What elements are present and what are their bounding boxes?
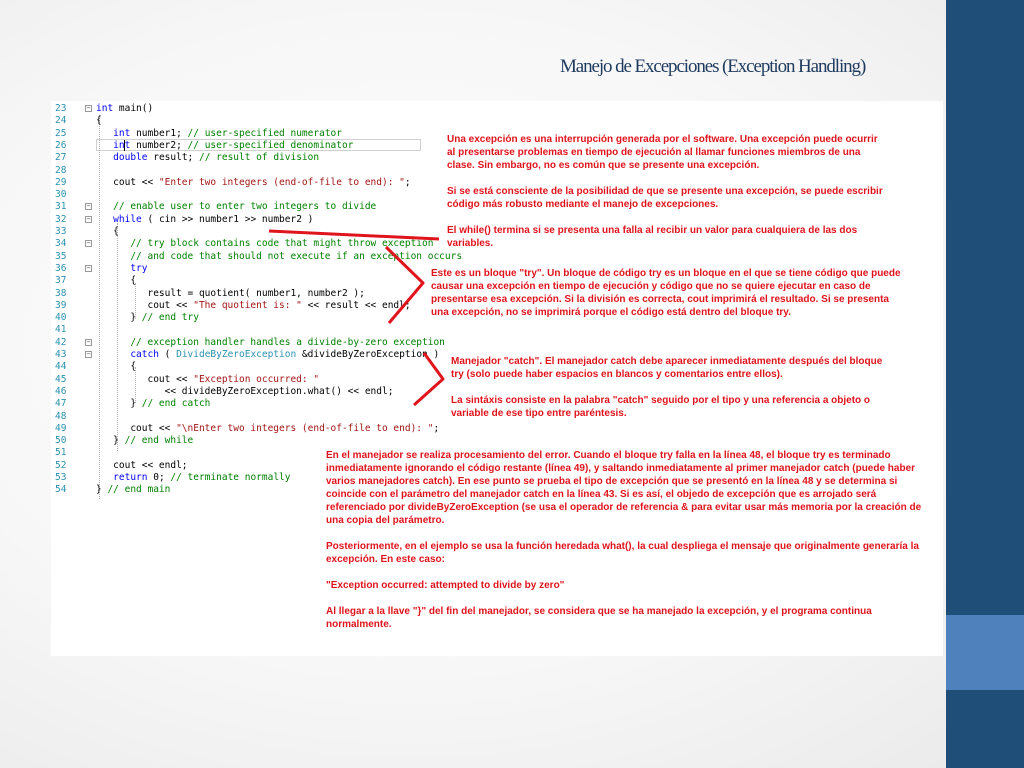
code-comment: // exception handler handles a divide-by-zero exception xyxy=(130,336,445,348)
code-screenshot-panel xyxy=(51,101,943,656)
annotation-paragraph: Este es un bloque "try". Un bloque de código try es un bloque en el que se tiene código que puede causar una excepción en tiempo de ejecución y código que no se quiere ejecutar en caso de presentarse esa excepción. Si la división es correcta, cout imprimirá el resultado. Si se presenta una excepción, no se imprimirá porque el código está dentro del bloque try. xyxy=(431,268,901,318)
code-keyword: double xyxy=(113,152,148,164)
code-token: 0; xyxy=(147,472,171,483)
code-token: } xyxy=(96,484,108,496)
line-number: 53 xyxy=(55,472,67,483)
code-token: } xyxy=(96,435,125,447)
collapse-toggle-icon[interactable]: − xyxy=(86,214,91,223)
arrow-to-catch xyxy=(414,353,443,405)
line-number: 39 xyxy=(55,299,67,311)
code-token: ; xyxy=(433,422,440,434)
line-number: 31 xyxy=(55,201,67,213)
collapse-toggle-icon[interactable]: − xyxy=(86,263,91,272)
annotation-error-processing xyxy=(326,449,938,631)
arrow-to-try xyxy=(386,247,423,323)
line-number: 54 xyxy=(55,484,67,496)
code-keyword: try xyxy=(130,262,148,274)
code-token: ( xyxy=(158,349,177,360)
code-comment: // user-specified numerator xyxy=(187,127,342,139)
code-keyword: int xyxy=(113,139,131,151)
code-comment: // terminate normally xyxy=(170,472,291,483)
annotation-paragraph: La sintáxis consiste en la palabra "catch" seguido por el tipo y una referencia a objeto o variable de ese tipo entre paréntesis. xyxy=(451,395,871,419)
line-number: 32 xyxy=(55,213,67,225)
code-keyword: int xyxy=(96,103,114,114)
line-number: 48 xyxy=(55,410,67,422)
annotation-paragraph: "Exception occurred: attempted to divide by zero" xyxy=(326,580,565,591)
collapse-toggle-icon[interactable]: − xyxy=(86,337,91,346)
sidebar-accent-block xyxy=(946,615,1024,690)
code-token: { xyxy=(96,275,137,287)
code-token: result = quotient( number1, number2 ); xyxy=(96,287,365,299)
code-keyword: int xyxy=(113,127,131,139)
line-number: 45 xyxy=(55,373,67,385)
annotation-exception-intro xyxy=(447,133,887,250)
code-keyword: return xyxy=(113,472,148,483)
code-comment: // try block contains code that might throw exception xyxy=(130,238,434,250)
annotation-paragraph: Posteriormente, en el ejemplo se usa la función heredada what(), la cual despliega el mensaje que originalmente generaría la excepción. En este caso: xyxy=(326,541,919,565)
code-string: "Exception occurred: " xyxy=(193,373,320,385)
code-comment: // end while xyxy=(124,435,194,447)
annotation-paragraph: Al llegar a la llave "}" del fin del manejador, se considera que se ha manejado la excepción, y el programa continua normalmente. xyxy=(326,606,872,630)
code-comment: // end catch xyxy=(141,398,211,410)
line-number: 33 xyxy=(55,226,67,237)
code-comment: // user-specified denominator xyxy=(187,139,354,151)
arrow-to-while xyxy=(269,231,439,239)
line-number: 34 xyxy=(55,238,67,250)
code-token: cout << xyxy=(96,373,194,385)
line-number: 30 xyxy=(55,189,67,201)
line-number: 47 xyxy=(55,398,67,410)
code-token: main() xyxy=(113,103,154,114)
line-number: 51 xyxy=(55,447,67,459)
collapse-toggle-icon[interactable]: − xyxy=(86,239,91,248)
annotation-paragraph: En el manejador se realiza procesamiento del error. Cuando el bloque try falla en la línea 48, el bloque try es terminado inmediatamente ignorando el código restante (línea 49), y saltando inmediatamente al primer manejador catch (puede haber varios manejadores catch). En ese punto se prueba el tipo de excepción que se presentó en la línea 48 y se determina si coincide con el parámetro del manejador catch en la línea 43. Si es así, el objedo de excepción que es arrojado será referenciado por divideByZeroException (se usa el operador de referencia & para evitar usar más memoria por la creación de una copia del parámetro. xyxy=(326,450,922,526)
code-comment: // end main xyxy=(107,484,171,496)
code-token: cout << xyxy=(96,299,194,311)
code-keyword: while xyxy=(113,213,142,225)
line-number: 26 xyxy=(55,139,67,151)
line-number: 42 xyxy=(55,336,67,348)
code-token: } xyxy=(96,312,142,324)
line-number: 27 xyxy=(55,152,67,164)
annotation-paragraph: Si se está consciente de la posibilidad de que se presente una excepción, se puede escribir código más robusto mediante el manejo de excepciones. xyxy=(447,186,883,210)
line-number: 49 xyxy=(55,422,67,434)
code-token: number1; xyxy=(130,127,188,139)
code-token: &divideByZeroException ) xyxy=(296,349,440,360)
code-token: cout << endl; xyxy=(96,459,188,471)
collapse-toggle-icon[interactable]: − xyxy=(86,104,91,112)
code-comment: // end try xyxy=(141,312,199,324)
annotation-paragraph: Manejador "catch". El manejador catch debe aparecer inmediatamente después del bloque try (solo puede haber espacios en blancos y comentarios entre ellos). xyxy=(451,356,883,380)
slide-title: Manejo de Excepciones (Exception Handling) xyxy=(560,56,866,77)
code-token: cout << xyxy=(96,422,177,434)
line-number: 44 xyxy=(55,361,67,373)
code-token: ; xyxy=(404,176,411,188)
code-keyword: catch xyxy=(130,349,159,360)
line-number: 36 xyxy=(55,262,67,274)
line-number: 46 xyxy=(55,385,67,397)
line-number: 50 xyxy=(55,435,67,447)
code-token: { xyxy=(96,361,137,373)
code-token: result; xyxy=(147,152,199,164)
collapse-toggle-icon[interactable]: − xyxy=(86,202,91,211)
line-number: 37 xyxy=(55,275,67,287)
annotation-paragraph: El while() termina si se presenta una falla al recibir un valor para cualquiera de las dos variables. xyxy=(447,225,858,249)
code-string: "\nEnter two integers (end-of-file to end): " xyxy=(176,422,434,434)
code-token: { xyxy=(96,226,119,237)
code-token: << result << endl; xyxy=(301,299,411,311)
code-string: "Enter two integers (end-of-file to end): " xyxy=(158,176,405,188)
line-number: 28 xyxy=(55,164,67,176)
code-token: number2; xyxy=(130,139,188,151)
code-comment: // and code that should not execute if an exception occurs xyxy=(130,250,463,262)
code-token: } xyxy=(96,398,142,410)
code-token: << divideByZeroException.what() << endl; xyxy=(96,385,394,397)
line-number: 40 xyxy=(55,312,67,324)
annotation-try-block xyxy=(431,267,909,319)
collapse-toggle-icon[interactable]: − xyxy=(86,350,91,358)
code-type: DivideByZeroException xyxy=(176,349,297,360)
line-number: 43 xyxy=(55,349,67,360)
code-comment: // enable user to enter two integers to divide xyxy=(113,201,377,213)
code-string: "The quotient is: " xyxy=(193,299,302,311)
code-comment: // result of division xyxy=(198,152,320,164)
line-number: 35 xyxy=(55,250,67,262)
line-number: 23 xyxy=(55,103,67,114)
line-number: 25 xyxy=(55,127,67,139)
line-number: 38 xyxy=(55,287,67,299)
line-number: 29 xyxy=(55,176,67,188)
annotation-catch-handler xyxy=(451,355,891,420)
code-token: { xyxy=(96,115,102,127)
line-number: 41 xyxy=(55,324,67,336)
line-number: 24 xyxy=(55,115,67,127)
annotation-paragraph: Una excepción es una interrupción generada por el software. Una excepción puede ocurrir al presentarse problemas en tiempo de ejecución al llamar funciones miembros de una clase. Sin embargo, no es común que se presente una excepción. xyxy=(447,134,878,171)
code-token: ( cin >> number1 >> number2 ) xyxy=(141,213,314,225)
line-number: 52 xyxy=(55,459,67,471)
code-token: cout << xyxy=(96,176,159,188)
